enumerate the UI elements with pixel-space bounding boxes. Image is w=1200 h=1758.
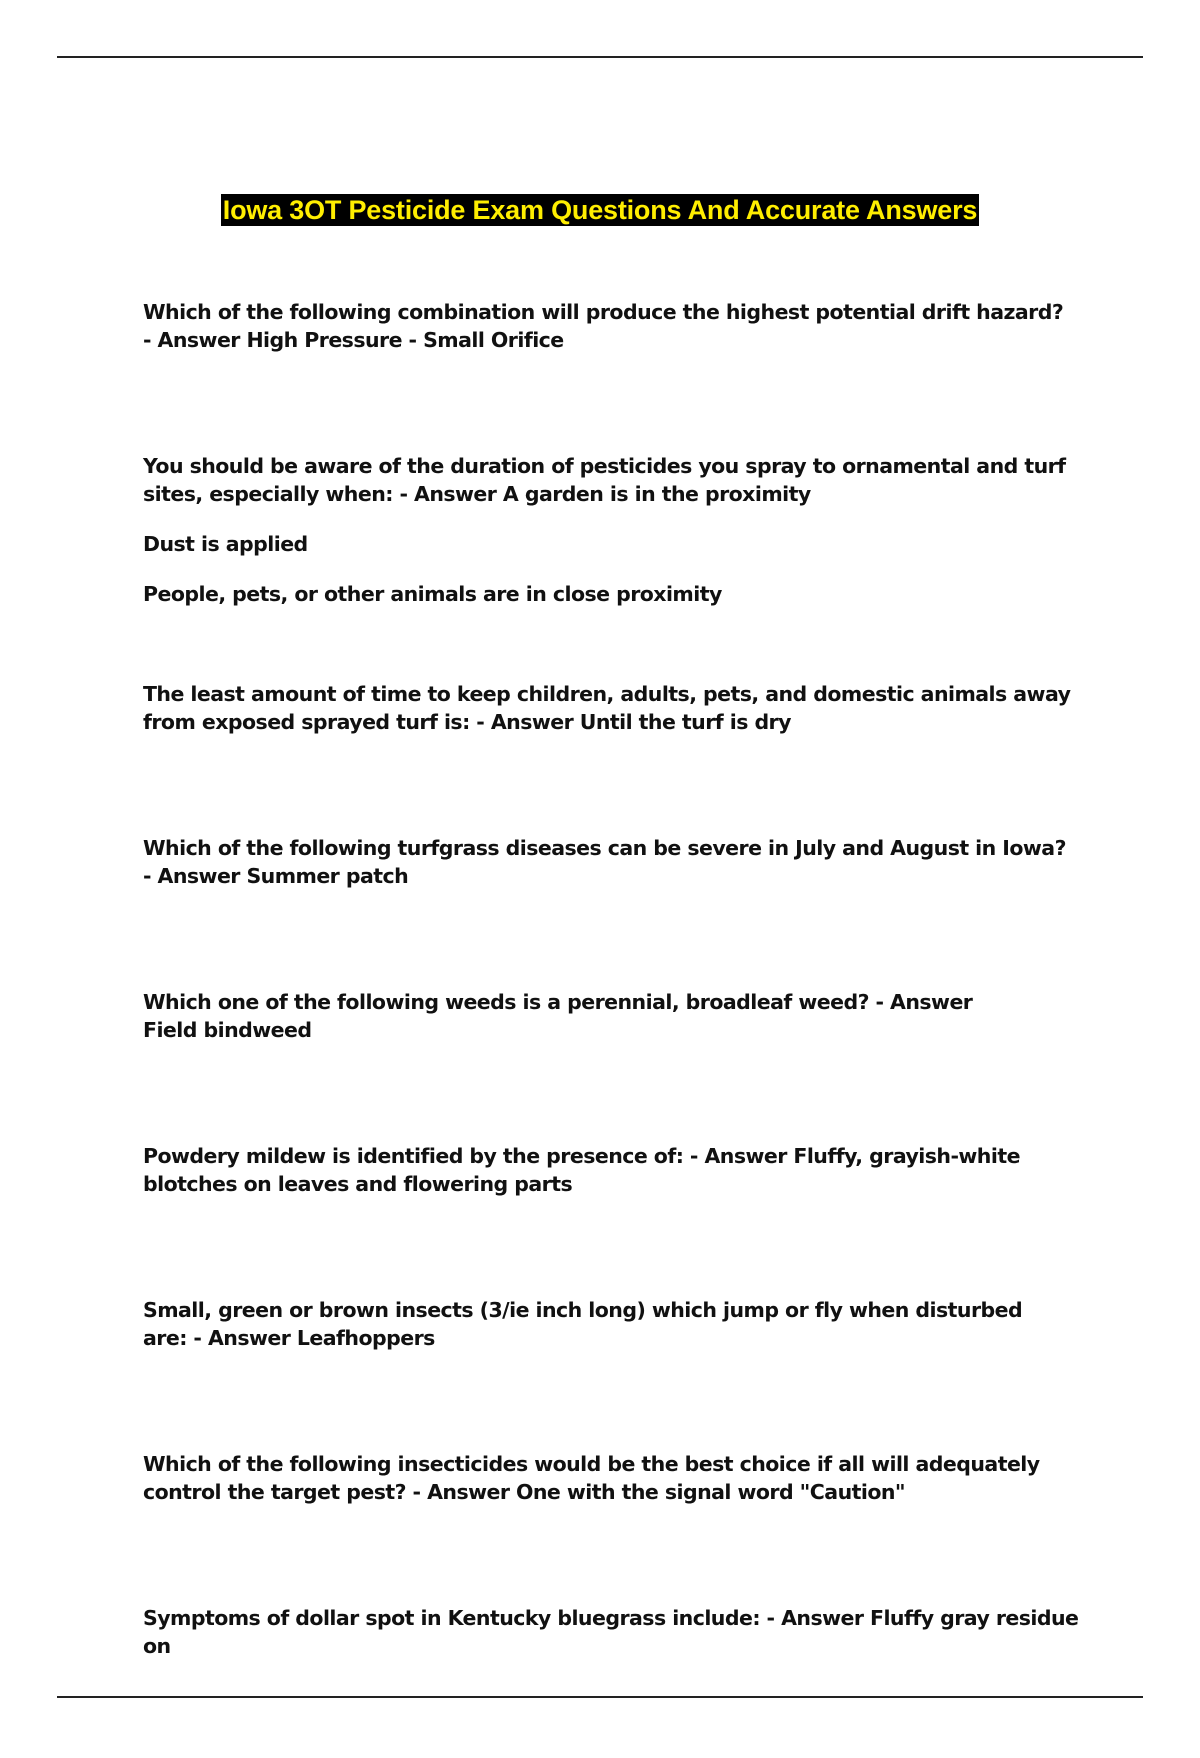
qa-item-7 <box>143 1296 1103 1352</box>
qa-item-3 <box>143 680 1103 736</box>
top-rule <box>57 56 1143 58</box>
qa-text: Symptoms of dollar spot in Kentucky bluegrass include: - Answer Fluffy gray residue on <box>143 1606 1086 1658</box>
qa-text: Which of the following insecticides would be the best choice if all will adequately control the target pest? - Answer One with the signal word "Caution" <box>143 1452 1047 1504</box>
qa-extra-line: People, pets, or other animals are in close proximity <box>143 582 722 606</box>
qa-text: You should be aware of the duration of pesticides you spray to ornamental and turf sites, especially when: - Answer A garden is in the proximity <box>143 454 1073 506</box>
qa-item-8 <box>143 1450 1103 1506</box>
qa-item-6 <box>143 1142 1103 1198</box>
qa-extra-line: Dust is applied <box>143 532 308 556</box>
qa-item-9 <box>143 1604 1103 1660</box>
qa-list <box>143 298 1103 1758</box>
qa-text: Which of the following combination will produce the highest potential drift hazard? - Answer High Pressure - Small Orifice <box>143 300 1070 352</box>
qa-text: Powdery mildew is identified by the presence of: - Answer Fluffy, grayish-white blotches on leaves and flowering parts <box>143 1144 1027 1196</box>
qa-item-2 <box>143 452 1103 608</box>
qa-text: Which one of the following weeds is a perennial, broadleaf weed? - Answer Field bindweed <box>143 990 979 1042</box>
qa-text: The least amount of time to keep children, adults, pets, and domestic animals away from exposed sprayed turf is: - Answer Until the turf is dry <box>143 682 1078 734</box>
document-title: Iowa 3OT Pesticide Exam Questions And Accurate Answers <box>222 195 978 225</box>
qa-item-5 <box>143 988 1103 1044</box>
title-wrap <box>0 194 1200 226</box>
qa-text: Small, green or brown insects (3/ie inch long) which jump or fly when disturbed are: - Answer Leafhoppers <box>143 1298 1029 1350</box>
qa-text: Which of the following turfgrass diseases can be severe in July and August in Iowa? - Answer Summer patch <box>143 836 1073 888</box>
qa-item-1 <box>143 298 1103 354</box>
qa-item-4 <box>143 834 1103 890</box>
bottom-rule <box>57 1696 1143 1698</box>
